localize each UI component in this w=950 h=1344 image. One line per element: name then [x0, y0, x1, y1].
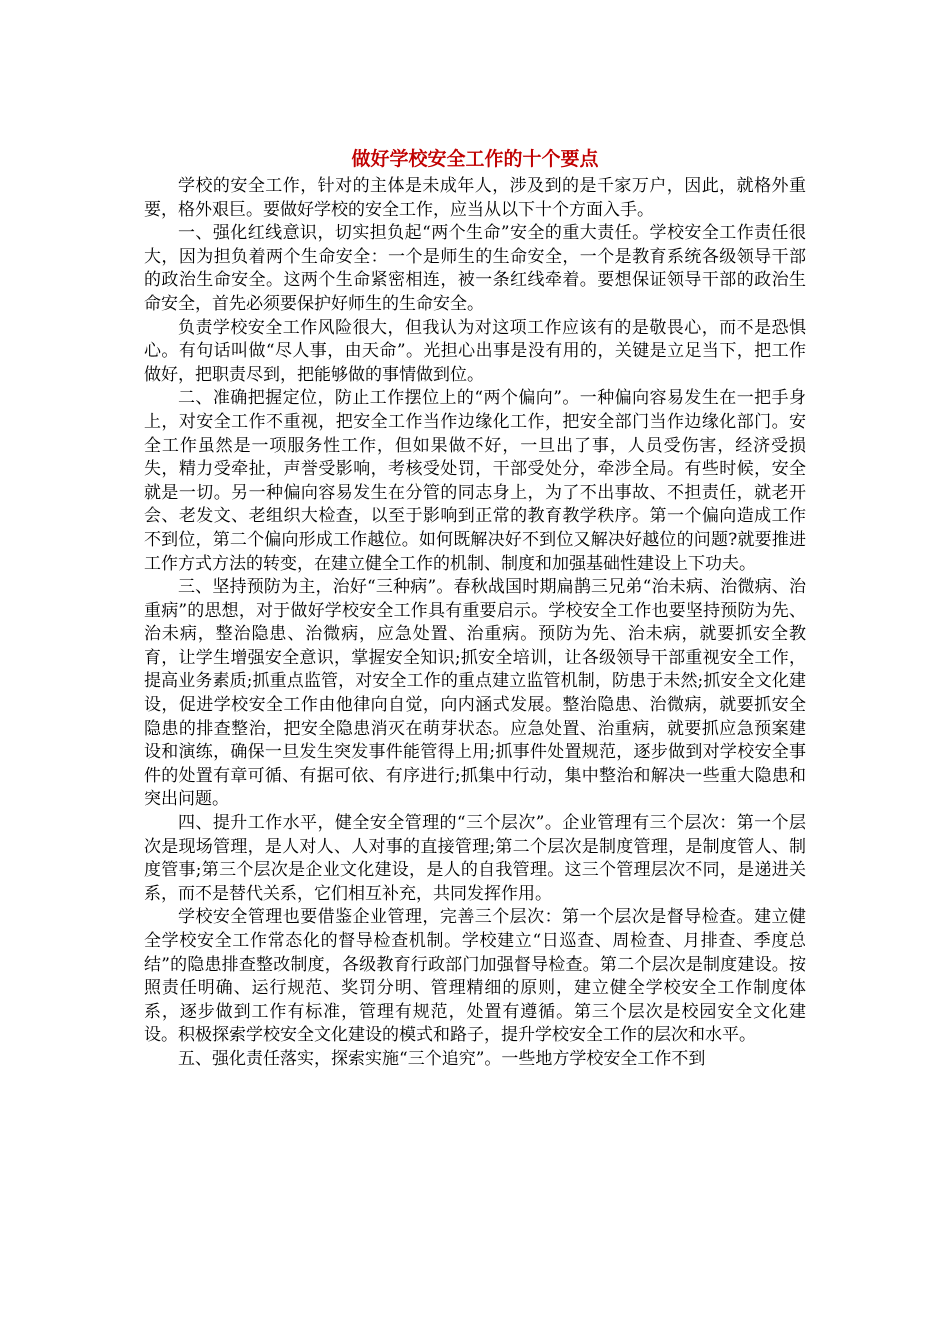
paragraph-point-1: 一、强化红线意识，切实担负起“两个生命”安全的重大责任。学校安全工作责任很大，因为担负着两个生命安全：一个是师生的生命安全，一个是教育系统各级领导干部的政治生命安全。这两个生命紧密相连，被一条红线牵着。要想保证领导干部的政治生命安全，首先必须要保护好师生的生命安全。	[144, 223, 806, 314]
document-page	[144, 145, 806, 1072]
paragraph-point-4: 四、提升工作水平，健全安全管理的“三个层次”。企业管理有三个层次：第一个层次是现场管理，是人对人、人对事的直接管理;第二个层次是制度管理，是制度管人、制度管事;第三个层次是企业文化建设，是人的自我管理。这三个管理层次不同，是递进关系，而不是替代关系，它们相互补充，共同发挥作用。	[144, 813, 806, 904]
document-title: 做好学校安全工作的十个要点	[351, 148, 599, 170]
paragraph-point-3: 三、坚持预防为主，治好“三种病”。春秋战国时期扁鹊三兄弟“治未病、治微病、治重病”的思想，对于做好学校安全工作具有重要启示。学校安全工作也要坚持预防为先、治未病，整治隐患、治微病，应急处置、治重病。预防为先、治未病，就要抓安全教育，让学生增强安全意识，掌握安全知识;抓安全培训，让各级领导干部重视安全工作，提高业务素质;抓重点监管，对安全工作的重点建立监管机制，防患于未然;抓安全文化建设，促进学校安全工作由他律向自觉，向内涵式发展。整治隐患、治微病，就要抓安全隐患的排查整治，把安全隐患消灭在萌芽状态。应急处置、治重病，就要抓应急预案建设和演练，确保一旦发生突发事件能管得上用;抓事件处置规范，逐步做到对学校安全事件的处置有章可循、有据可依、有序进行;抓集中行动，集中整治和解决一些重大隐患和突出问题。	[144, 577, 806, 810]
paragraph-point-1-cont: 负责学校安全工作风险很大，但我认为对这项工作应该有的是敬畏心，而不是恐惧心。有句话叫做“尽人事，由天命”。光担心出事是没有用的，关键是立足当下，把工作做好，把职责尽到，把能够做的事情做到位。	[144, 317, 806, 385]
paragraph-point-2: 二、准确把握定位，防止工作摆位上的“两个偏向”。一种偏向容易发生在一把手身上，对安全工作不重视，把安全工作当作边缘化工作，把安全部门当作边缘化部门。安全工作虽然是一项服务性工作，但如果做不好，一旦出了事，人员受伤害，经济受损失，精力受牵扯，声誉受影响，考核受处罚，干部受处分，牵涉全局。有些时候，安全就是一切。另一种偏向容易发生在分管的同志身上，为了不出事故、不担责任，就老开会、老发文、老组织大检查，以至于影响到正常的教育教学秩序。第一个偏向造成工作不到位，第二个偏向形成工作越位。如何既解决好不到位又解决好越位的问题?就要推进工作方式方法的转变，在建立健全工作的机制、制度和加强基础性建设上下功夫。	[144, 388, 806, 574]
paragraph-point-4-cont: 学校安全管理也要借鉴企业管理，完善三个层次：第一个层次是督导检查。建立健全学校安全工作常态化的督导检查机制。学校建立“日巡查、周检查、月排查、季度总结”的隐患排查整改制度，各级教育行政部门加强督导检查。第二个层次是制度建设。按照责任明确、运行规范、奖罚分明、管理精细的原则，建立健全学校安全工作制度体系，逐步做到工作有标准，管理有规范，处置有遵循。第三个层次是校园安全文化建设。积极探索学校安全文化建设的模式和路子，提升学校安全工作的层次和水平。	[144, 907, 806, 1046]
paragraph-intro: 学校的安全工作，针对的主体是未成年人，涉及到的是千家万户，因此，就格外重要，格外艰巨。要做好学校的安全工作，应当从以下十个方面入手。	[144, 176, 806, 220]
paragraph-point-5: 五、强化责任落实，探索实施“三个追究”。一些地方学校安全工作不到	[178, 1048, 706, 1069]
